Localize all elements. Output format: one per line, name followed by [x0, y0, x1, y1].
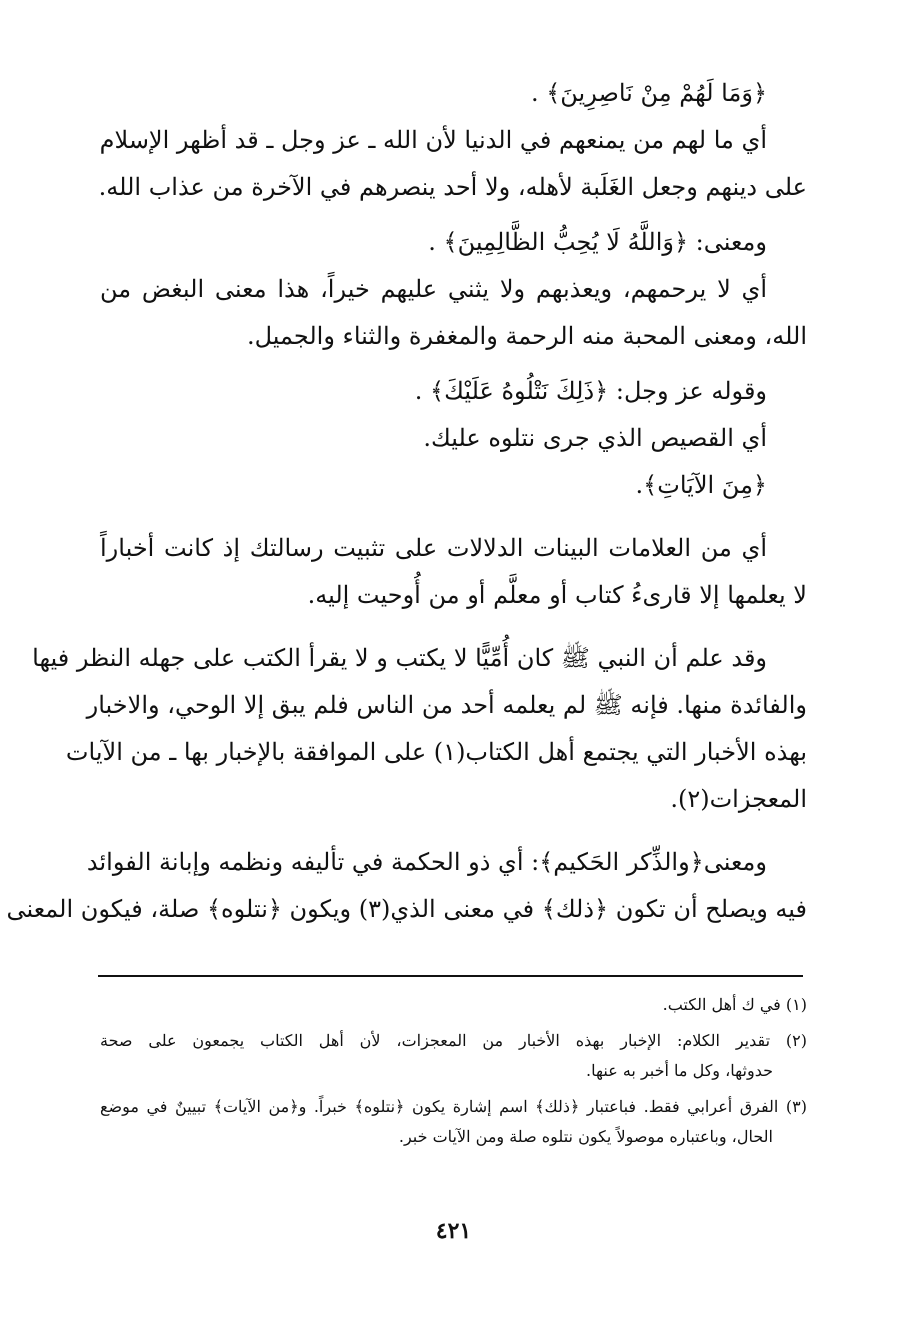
paragraph-quran-verse-3 — [100, 368, 807, 415]
footnote-line: (١) في ك أهل الكتب. — [662, 995, 807, 1014]
text-line: على دينهم وجعل الغَلَبة لأهله، ولا أحد ينصرهم في الآخرة من عذاب الله. — [98, 173, 807, 201]
paragraph-explanation-1 — [100, 117, 807, 211]
footnote-2 — [100, 1026, 807, 1086]
footnotes — [100, 990, 807, 1158]
paragraph-quran-verse-1 — [100, 70, 807, 117]
footnote-separator — [98, 975, 803, 977]
text-line: والفائدة منها. فإنه ﷺ لم يعلمه أحد من الناس فلم يبق إلا الوحي، والاخبار — [86, 691, 807, 719]
text-line: لا يعلمها إلا قارىءُ كتاب أو معلَّم أو من أُوحيت إليه. — [307, 581, 807, 609]
text-line: أي القصيص الذي جرى نتلوه عليك. — [423, 424, 767, 452]
text-line: الله، ومعنى المحبة منه الرحمة والمغفرة والثناء والجميل. — [246, 322, 807, 350]
text-line: ومعنى: ﴿وَاللَّهُ لَا يُحِبُّ الظَّالِمِينَ﴾ . — [428, 228, 767, 256]
footnote-line: (٢) تقدير الكلام: الإخبار بهذه الأخبار من المعجزات، لأن أهل الكتاب يجمعون على صحة — [100, 1031, 807, 1050]
paragraph-wise-reminder — [6, 839, 807, 933]
text-line: وقد علم أن النبي ﷺ كان أُمِّيًّا لا يكتب و لا يقرأ الكتب على جهله النظر فيها — [32, 644, 767, 672]
text-line: ومعنى﴿والذِّكر الحَكيم﴾: أي ذو الحكمة في تأليفه ونظمه وإبانة الفوائد — [86, 848, 767, 876]
footnote-1 — [100, 990, 807, 1020]
text-line: أي لا يرحمهم، ويعذبهم ولا يثني عليهم خيراً، هذا معنى البغض من — [100, 275, 767, 303]
paragraph-explanation-2 — [100, 266, 807, 360]
text-line: بهذه الأخبار التي يجتمع أهل الكتاب(١) على الموافقة بالإخبار بها ـ من الآيات — [65, 738, 807, 766]
text-line: فيه ويصلح أن تكون ﴿ذلك﴾ في معنى الذي(٣) ويكون ﴿نتلوه﴾ صلة، فيكون المعنى — [6, 895, 807, 923]
text-line: ﴿وَمَا لَهُمْ مِنْ نَاصِرِينَ﴾ . — [530, 79, 767, 107]
paragraph-explanation-4 — [100, 525, 807, 619]
footnote-line: (٣) الفرق أعرابي فقط. فباعتبار ﴿ذلك﴾ اسم إشارة يكون ﴿نتلوه﴾ خبراً. و﴿من الآيات﴾ تبيينٌ في موضع — [100, 1097, 807, 1116]
text-line: ﴿مِنَ الآيَاتِ﴾. — [635, 471, 767, 499]
paragraph-quran-verse-2 — [100, 219, 807, 266]
paragraph-prophet-knowledge — [32, 635, 807, 823]
text-line: المعجزات(٢). — [670, 785, 807, 813]
footnote-line: حدوثها، وكل ما أخبر به عنها. — [586, 1061, 773, 1080]
paragraph-explanation-3 — [100, 415, 807, 462]
text-line: وقوله عز وجل: ﴿ذَلِكَ نَتْلُوهُ عَلَيْكَ﴾ . — [414, 377, 767, 405]
page-number: ٤٢١ — [435, 1218, 472, 1244]
text-line: أي من العلامات البينات الدلالات على تثبيت رسالتك إذ كانت أخباراً — [100, 534, 767, 562]
main-text — [6, 70, 807, 933]
paragraph-quran-verse-4 — [100, 462, 807, 509]
footnote-line: الحال، وباعتباره موصولاً يكون نتلوه صلة ومن الآيات خبر. — [398, 1127, 773, 1146]
text-line: أي ما لهم من يمنعهم في الدنيا لأن الله ـ عز وجل ـ قد أظهر الإسلام — [99, 126, 767, 154]
footnote-3 — [100, 1092, 807, 1152]
